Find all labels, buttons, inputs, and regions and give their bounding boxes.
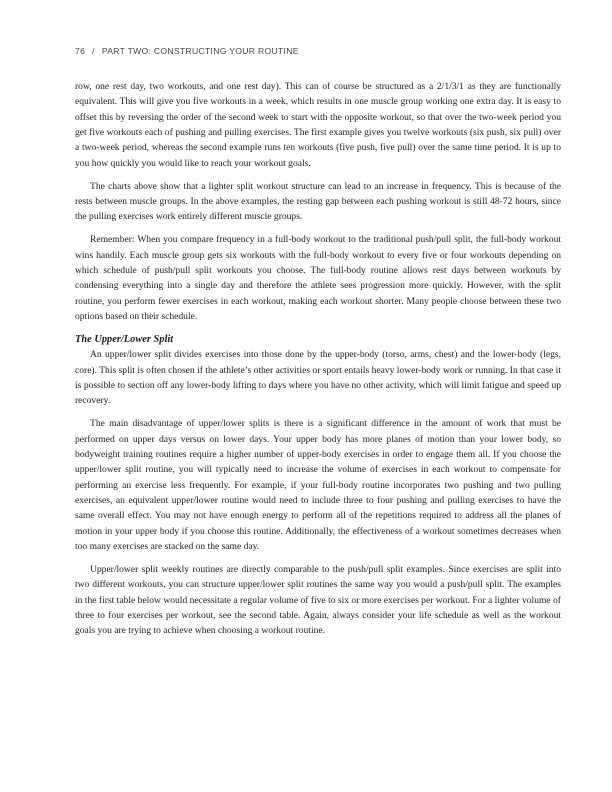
section-heading: The Upper/Lower Split [75,333,174,345]
paragraph-disadvantage: The main disadvantage of upper/lower splits is there is a significant difference in the amount of work that must be performed on upper days versus on lower days. Your upper body has more planes of motion than your lower body, so bodyweight training routines require a higher number of upper-body exercises in order to engage them all. If you choose the upper/lower split routine, you will typically need to increase the volume of exercises in each workout to compensate for performing an exercise less frequently. For example, if your full-body routine incorporates two pushing and two pulling exercises, an equivalent upper/lower routine would need to include three to four pushing and pulling exercises to have the same overall effect. You may not have enough energy to perform all of the repetitions required to address all the planes of motion in your upper body if you choose this routine. Additionally, the effectiveness of a workout sometimes decreases when too many exercises are stacked on the same day. [75,418,561,552]
header-separator: / [92,46,95,56]
paragraph-weekly-routines: Upper/lower split weekly routines are directly comparable to the push/pull split examples. Since exercises are split into two different workouts, you can structure upper/lower split routines the same way you would a push/pull split. The examples in the first table below would necessitate a regular volume of five to six or more exercises per workout. For a lighter volume of three to four exercises per workout, see the second table. Again, always consider your life schedule as well as the workout goals you are trying to achieve when choosing a workout routine. [75,563,561,637]
body-text [75,79,561,646]
running-header [75,46,299,56]
paragraph-remember: Remember: When you compare frequency in a full-body workout to the traditional push/pull split, the full-body workout wins handily. Each muscle group gets six workouts with the full-body workout to every five or four workouts depending on which schedule of push/pull split workouts you choose. The full-body routine allows rest days between workouts by condensing everything into a single day and therefore the athlete sees progression more quickly. However, with the split routine, you perform fewer exercises in each workout, making each workout shorter. Many people choose between these two options based on their schedule. [75,234,561,322]
paragraph-continued: row, one rest day, two workouts, and one rest day). This can of course be structured as a 2/1/3/1 as they are functionally equivalent. This will give you five workouts in a week, which results in one muscle group working one extra day. It is easy to offset this by reversing the order of the second week to start with the opposite workout, so that over the two-week period you get five workouts each of pushing and pulling exercises. The first example gives you twelve workouts (six push, six pull) over a two-week period, whereas the second example runs ten workouts (five push, five pull) over the same time period. It is up to you how quickly you would like to reach your workout goals. [75,81,561,169]
paragraph-upper-lower-intro: An upper/lower split divides exercises into those done by the upper-body (torso, arms, chest) and the lower-body (legs, core). This split is often chosen if the athlete’s other activities or sport entails heavy lower-body work or running. In that case it is possible to section off any lower-body lifting to days where you have no other activity, which will limit fatigue and speed up recovery. [75,349,561,407]
section-title: PART TWO: CONSTRUCTING YOUR ROUTINE [101,46,299,56]
page-number: 76 [75,46,86,56]
paragraph-charts: The charts above show that a lighter split workout structure can lead to an increase in frequency. This is because of the rests between muscle groups. In the above examples, the resting gap between each pushing workout is still 48-72 hours, since the pulling exercises work entirely different muscle groups. [75,180,561,223]
